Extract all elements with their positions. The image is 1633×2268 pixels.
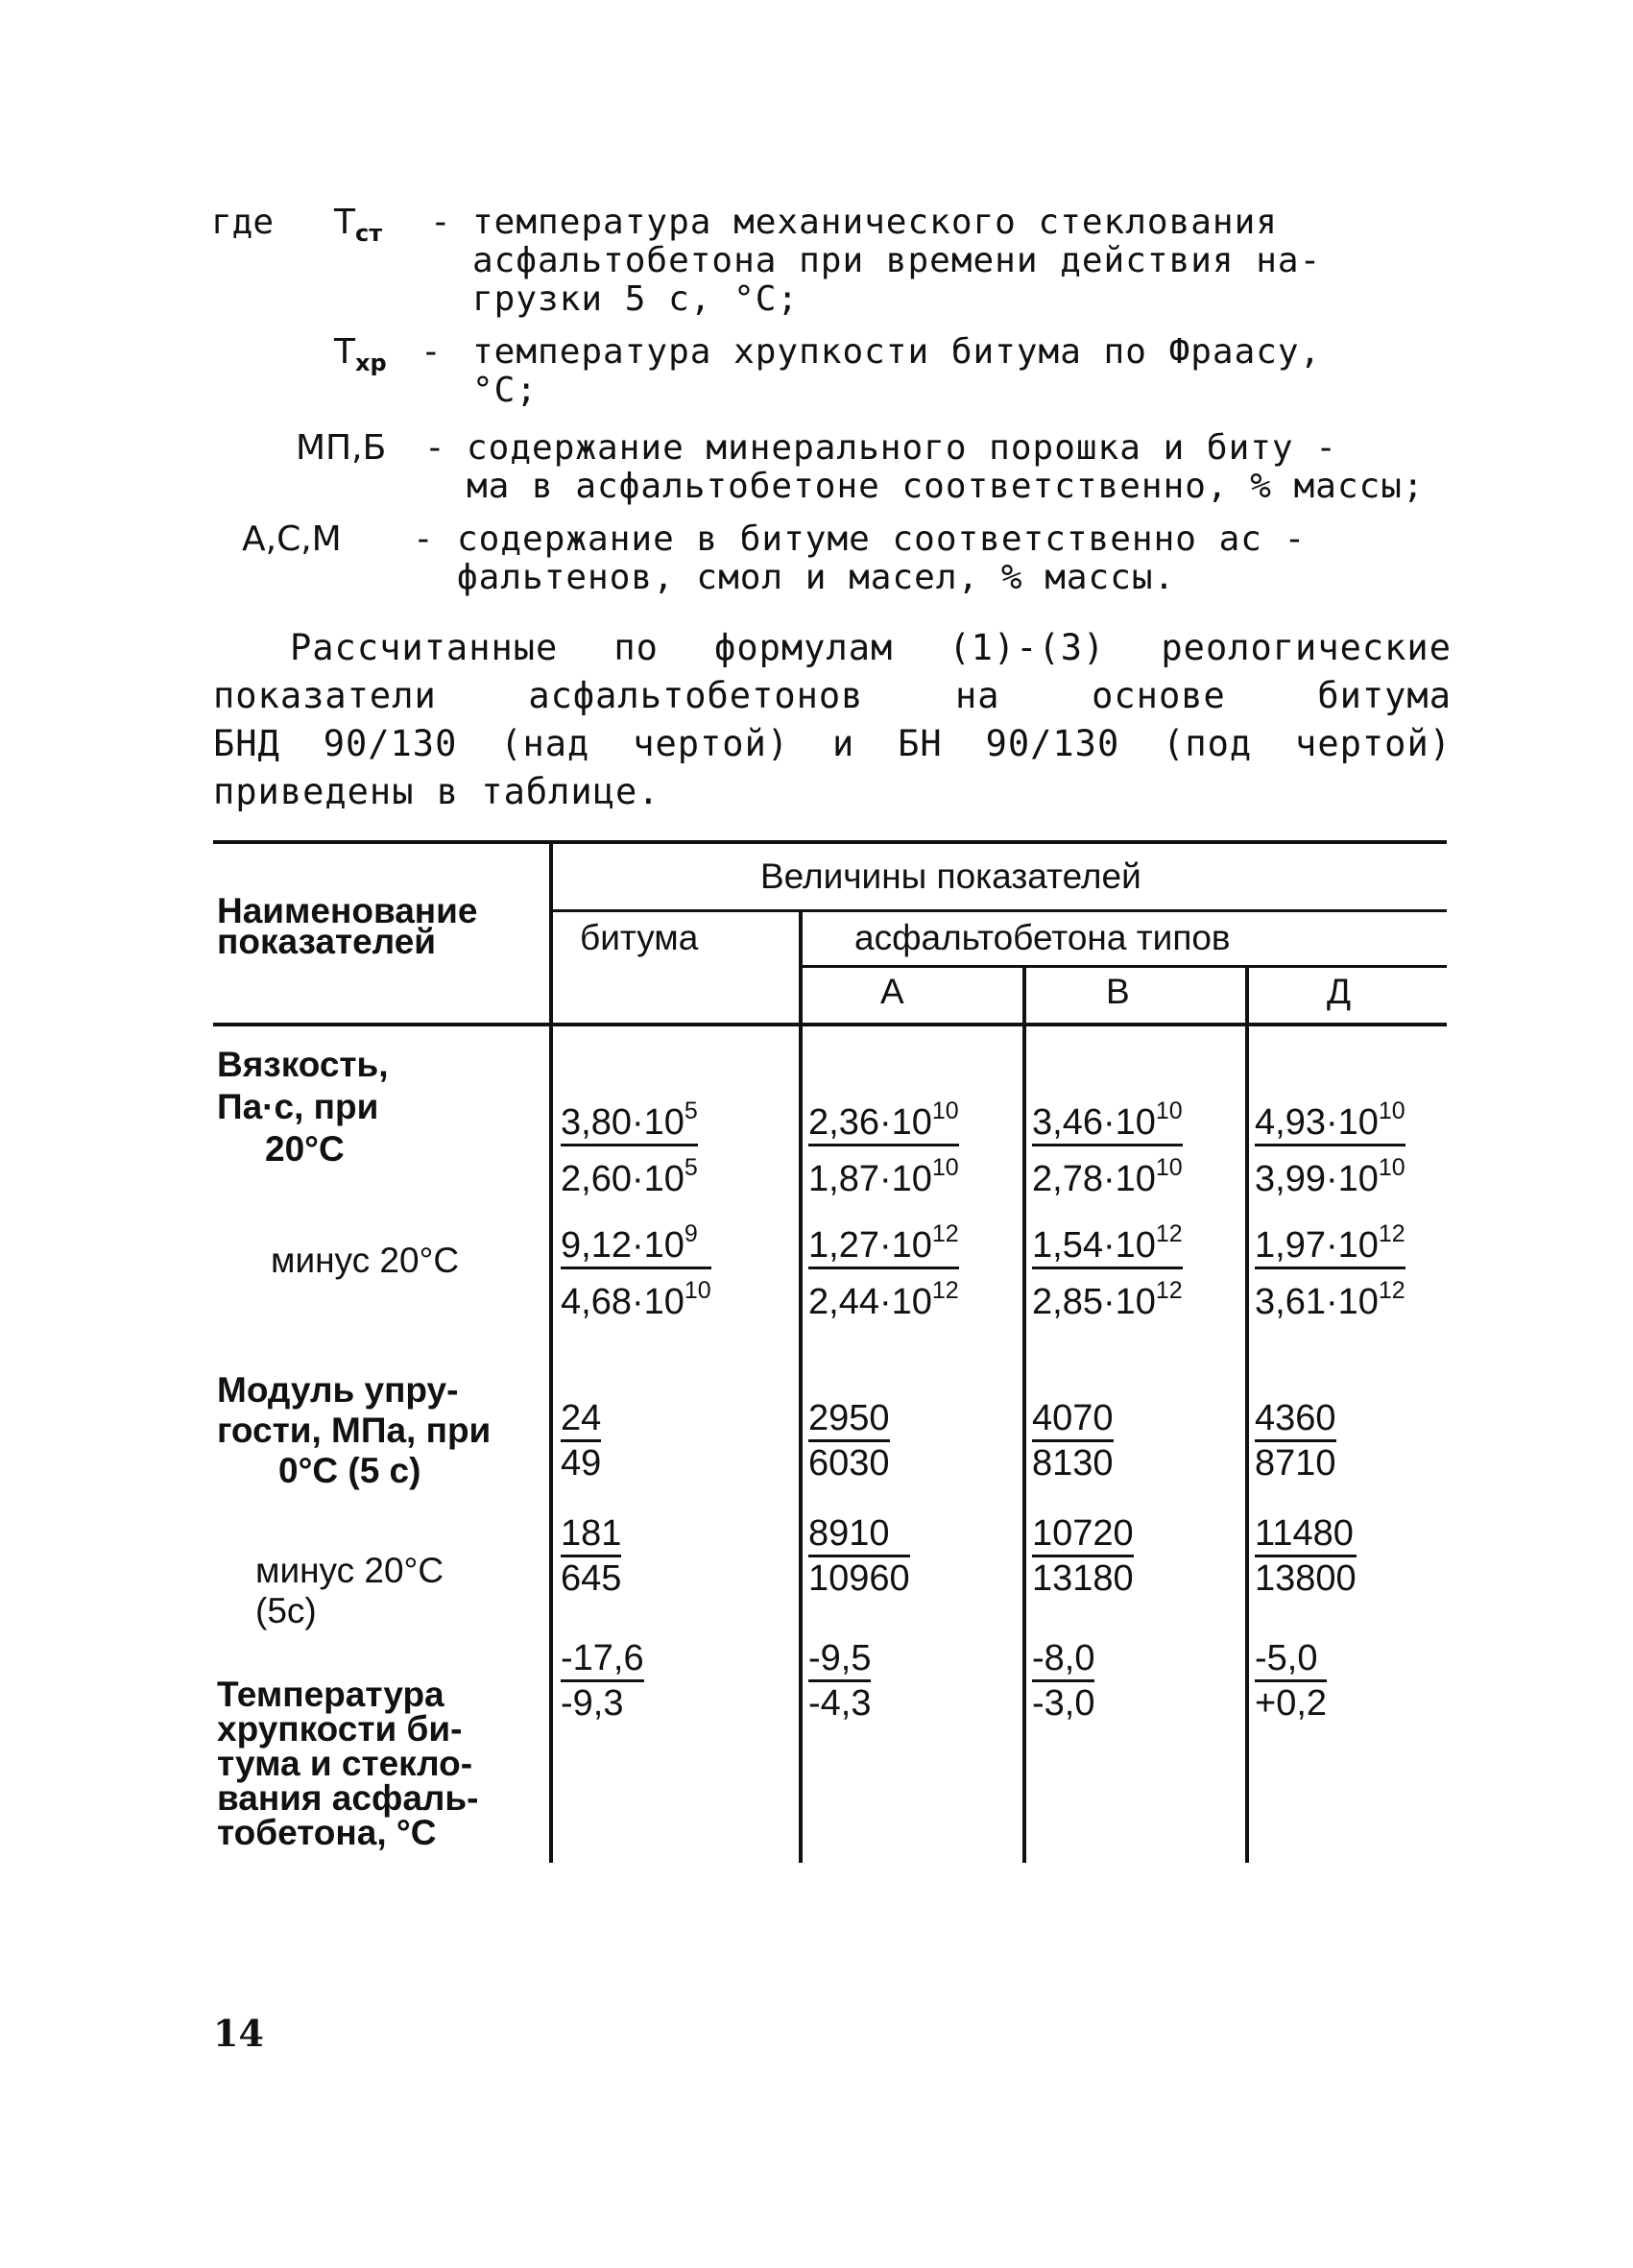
value-denominator: $4,68\cdot 10^{10}$ <box>561 1267 711 1323</box>
legend-dash: - <box>420 332 442 372</box>
value-numerator: $3,46\cdot 10^{10}$ <box>1032 1098 1183 1143</box>
value-denominator: -9,3 <box>561 1679 644 1725</box>
legend-description <box>457 520 1306 597</box>
value-cell <box>1255 1637 1327 1725</box>
legend-symbol <box>334 204 382 253</box>
value-denominator: 6030 <box>808 1439 890 1484</box>
legend-symbol-base: А,С,М <box>242 519 342 559</box>
row-label-viscosity-minus20: минус 20°С <box>271 1241 460 1280</box>
value-denominator: 8130 <box>1032 1439 1114 1484</box>
value-denominator: 13180 <box>1032 1555 1134 1600</box>
value-denominator: 10960 <box>808 1555 910 1600</box>
paragraph-line: приведены в таблице. <box>213 771 660 812</box>
intro-paragraph <box>213 624 1452 816</box>
legend-dash: - <box>424 428 445 468</box>
header-asphalt-group: асфальтобетона типов <box>854 918 1231 957</box>
symbol-legend <box>211 204 1450 616</box>
legend-symbol-sub: хр <box>355 350 387 376</box>
table-top-rule <box>213 840 1447 844</box>
value-cell <box>1032 1090 1183 1200</box>
row-label-line: гости, МПа, при <box>217 1411 492 1450</box>
header-type-b: В <box>1106 972 1130 1011</box>
value-denominator: $2,60\cdot 10^5$ <box>561 1144 698 1200</box>
value-numerator: $1,27\cdot 10^{12}$ <box>808 1220 959 1266</box>
value-numerator: 11480 <box>1255 1513 1354 1554</box>
header-name-line: Наименование <box>217 891 478 930</box>
legend-symbol-base: T <box>334 203 355 242</box>
value-cell <box>1255 1213 1405 1323</box>
value-denominator: $3,61\cdot 10^{12}$ <box>1255 1267 1405 1323</box>
value-denominator: -3,0 <box>1032 1679 1094 1725</box>
header-type-a: А <box>880 972 904 1011</box>
value-cell <box>808 1090 959 1200</box>
legend-dash: - <box>413 519 434 559</box>
value-cell <box>808 1397 890 1484</box>
row-label-line: Вязкость, <box>217 1045 389 1084</box>
legend-symbol-base: МП,Б <box>296 428 387 468</box>
value-cell <box>561 1090 698 1200</box>
value-numerator: $9,12\cdot 10^9$ <box>561 1220 698 1266</box>
value-numerator: $1,97\cdot 10^{12}$ <box>1255 1220 1405 1266</box>
paragraph-line: Рассчитанные по формулам (1)-(3) реологические <box>290 627 1452 668</box>
legend-description <box>467 429 1425 506</box>
row-label-line: 0°С (5 с) <box>278 1451 421 1490</box>
value-numerator: 8910 <box>808 1513 890 1554</box>
value-cell <box>1255 1397 1336 1484</box>
row-label-line: Па·с, при <box>217 1087 379 1126</box>
header-bottom-rule <box>213 1023 1447 1026</box>
legend-symbol <box>334 333 387 382</box>
row-label-temperature <box>217 1677 478 1850</box>
row-label-viscosity <box>217 1044 389 1170</box>
row-label-line: вания асфаль- <box>217 1778 479 1818</box>
header-type-d: Д <box>1327 972 1352 1011</box>
header-rule-2 <box>801 965 1447 968</box>
value-cell <box>561 1397 601 1484</box>
value-numerator: -17,6 <box>561 1638 644 1678</box>
legend-symbol <box>296 429 386 468</box>
value-denominator: $1,87\cdot 10^{10}$ <box>808 1144 959 1200</box>
value-cell <box>1255 1512 1357 1600</box>
row-label-line: (5с) <box>255 1591 317 1630</box>
legend-where-word: где <box>211 203 275 242</box>
value-denominator: $3,99\cdot 10^{10}$ <box>1255 1144 1405 1200</box>
header-bitumen: битума <box>580 918 699 957</box>
legend-line: асфальтобетона при времени действия на- <box>472 241 1322 280</box>
value-numerator: 10720 <box>1032 1513 1134 1554</box>
header-rule-1 <box>552 909 1447 912</box>
legend-item-tst <box>211 204 1450 333</box>
value-numerator: $2,36\cdot 10^{10}$ <box>808 1098 959 1143</box>
value-denominator: 645 <box>561 1555 621 1600</box>
column-rule-bitumen <box>799 909 803 1863</box>
legend-symbol-sub: ст <box>355 220 383 247</box>
value-denominator: $2,78\cdot 10^{10}$ <box>1032 1144 1183 1200</box>
header-name-column <box>217 891 478 961</box>
row-label-line: 20°С <box>265 1129 345 1169</box>
value-cell <box>808 1637 871 1725</box>
legend-line: грузки 5 с, °С; <box>472 279 800 319</box>
value-numerator: -5,0 <box>1255 1638 1318 1678</box>
legend-line: температура механического стеклования <box>472 203 1278 242</box>
header-values-group: Величины показателей <box>760 857 1141 896</box>
header-name-line: показателей <box>217 922 437 961</box>
column-rule-a <box>1022 967 1026 1863</box>
value-cell <box>1032 1213 1183 1323</box>
value-numerator: $1,54\cdot 10^{12}$ <box>1032 1220 1183 1266</box>
value-numerator: -9,5 <box>808 1638 872 1678</box>
rheology-table <box>213 840 1447 1877</box>
value-denominator: $2,44\cdot 10^{12}$ <box>808 1267 959 1323</box>
value-numerator: 2950 <box>808 1398 890 1438</box>
value-cell <box>561 1637 644 1725</box>
value-cell <box>1032 1637 1094 1725</box>
value-numerator: 181 <box>561 1513 622 1554</box>
value-numerator: -8,0 <box>1032 1638 1095 1678</box>
legend-description <box>472 204 1321 319</box>
row-label-line: минус 20°С <box>255 1551 444 1590</box>
legend-description <box>472 333 1321 410</box>
legend-line: температура хрупкости битума по Фраасу, <box>472 332 1322 372</box>
column-rule-b <box>1245 967 1249 1863</box>
legend-line: содержание минерального порошка и биту - <box>467 428 1337 468</box>
value-numerator: 4360 <box>1255 1398 1336 1438</box>
legend-item-asm <box>211 520 1450 616</box>
row-label-modulus-minus20 <box>255 1551 444 1631</box>
value-numerator: 24 <box>561 1398 602 1438</box>
legend-dash: - <box>430 203 451 242</box>
value-numerator: $3,80\cdot 10^5$ <box>561 1098 698 1143</box>
row-label-line: Модуль упру- <box>217 1370 459 1410</box>
value-denominator: 13800 <box>1255 1555 1357 1600</box>
legend-line: °С; <box>472 371 539 410</box>
value-cell <box>808 1213 959 1323</box>
paragraph-line: показатели асфальтобетонов на основе битума <box>213 675 1452 716</box>
value-cell <box>1032 1397 1114 1484</box>
row-label-line: Температура <box>217 1675 444 1714</box>
row-label-line: тума и стекло- <box>217 1744 473 1783</box>
value-numerator: $4,93\cdot 10^{10}$ <box>1255 1098 1405 1143</box>
value-numerator: 4070 <box>1032 1398 1114 1438</box>
legend-symbol-base: T <box>334 332 355 372</box>
column-rule-name <box>549 840 553 1863</box>
value-cell <box>561 1512 621 1600</box>
legend-item-thr <box>211 333 1450 429</box>
legend-line: ма в асфальтобетоне соответственно, % массы; <box>467 467 1425 506</box>
value-denominator: +0,2 <box>1255 1679 1327 1725</box>
legend-line: содержание в битуме соответственно ас - <box>457 519 1307 559</box>
page-number: 14 <box>213 2012 264 2055</box>
row-label-line: тобетона, °С <box>217 1813 437 1852</box>
row-label-line: хрупкости би- <box>217 1709 463 1749</box>
legend-line: фальтенов, смол и масел, % массы. <box>457 558 1176 597</box>
value-denominator: 8710 <box>1255 1439 1336 1484</box>
value-denominator: 49 <box>561 1439 601 1484</box>
value-denominator: -4,3 <box>808 1679 871 1725</box>
value-cell <box>1032 1512 1134 1600</box>
value-cell <box>808 1512 910 1600</box>
paragraph-line: БНД 90/130 (над чертой) и БН 90/130 (под чертой) <box>213 723 1452 764</box>
row-label-modulus <box>217 1370 491 1491</box>
legend-symbol <box>242 520 342 559</box>
value-denominator: $2,85\cdot 10^{12}$ <box>1032 1267 1183 1323</box>
value-cell <box>561 1213 711 1323</box>
legend-item-mpb <box>211 429 1450 520</box>
value-cell <box>1255 1090 1405 1200</box>
